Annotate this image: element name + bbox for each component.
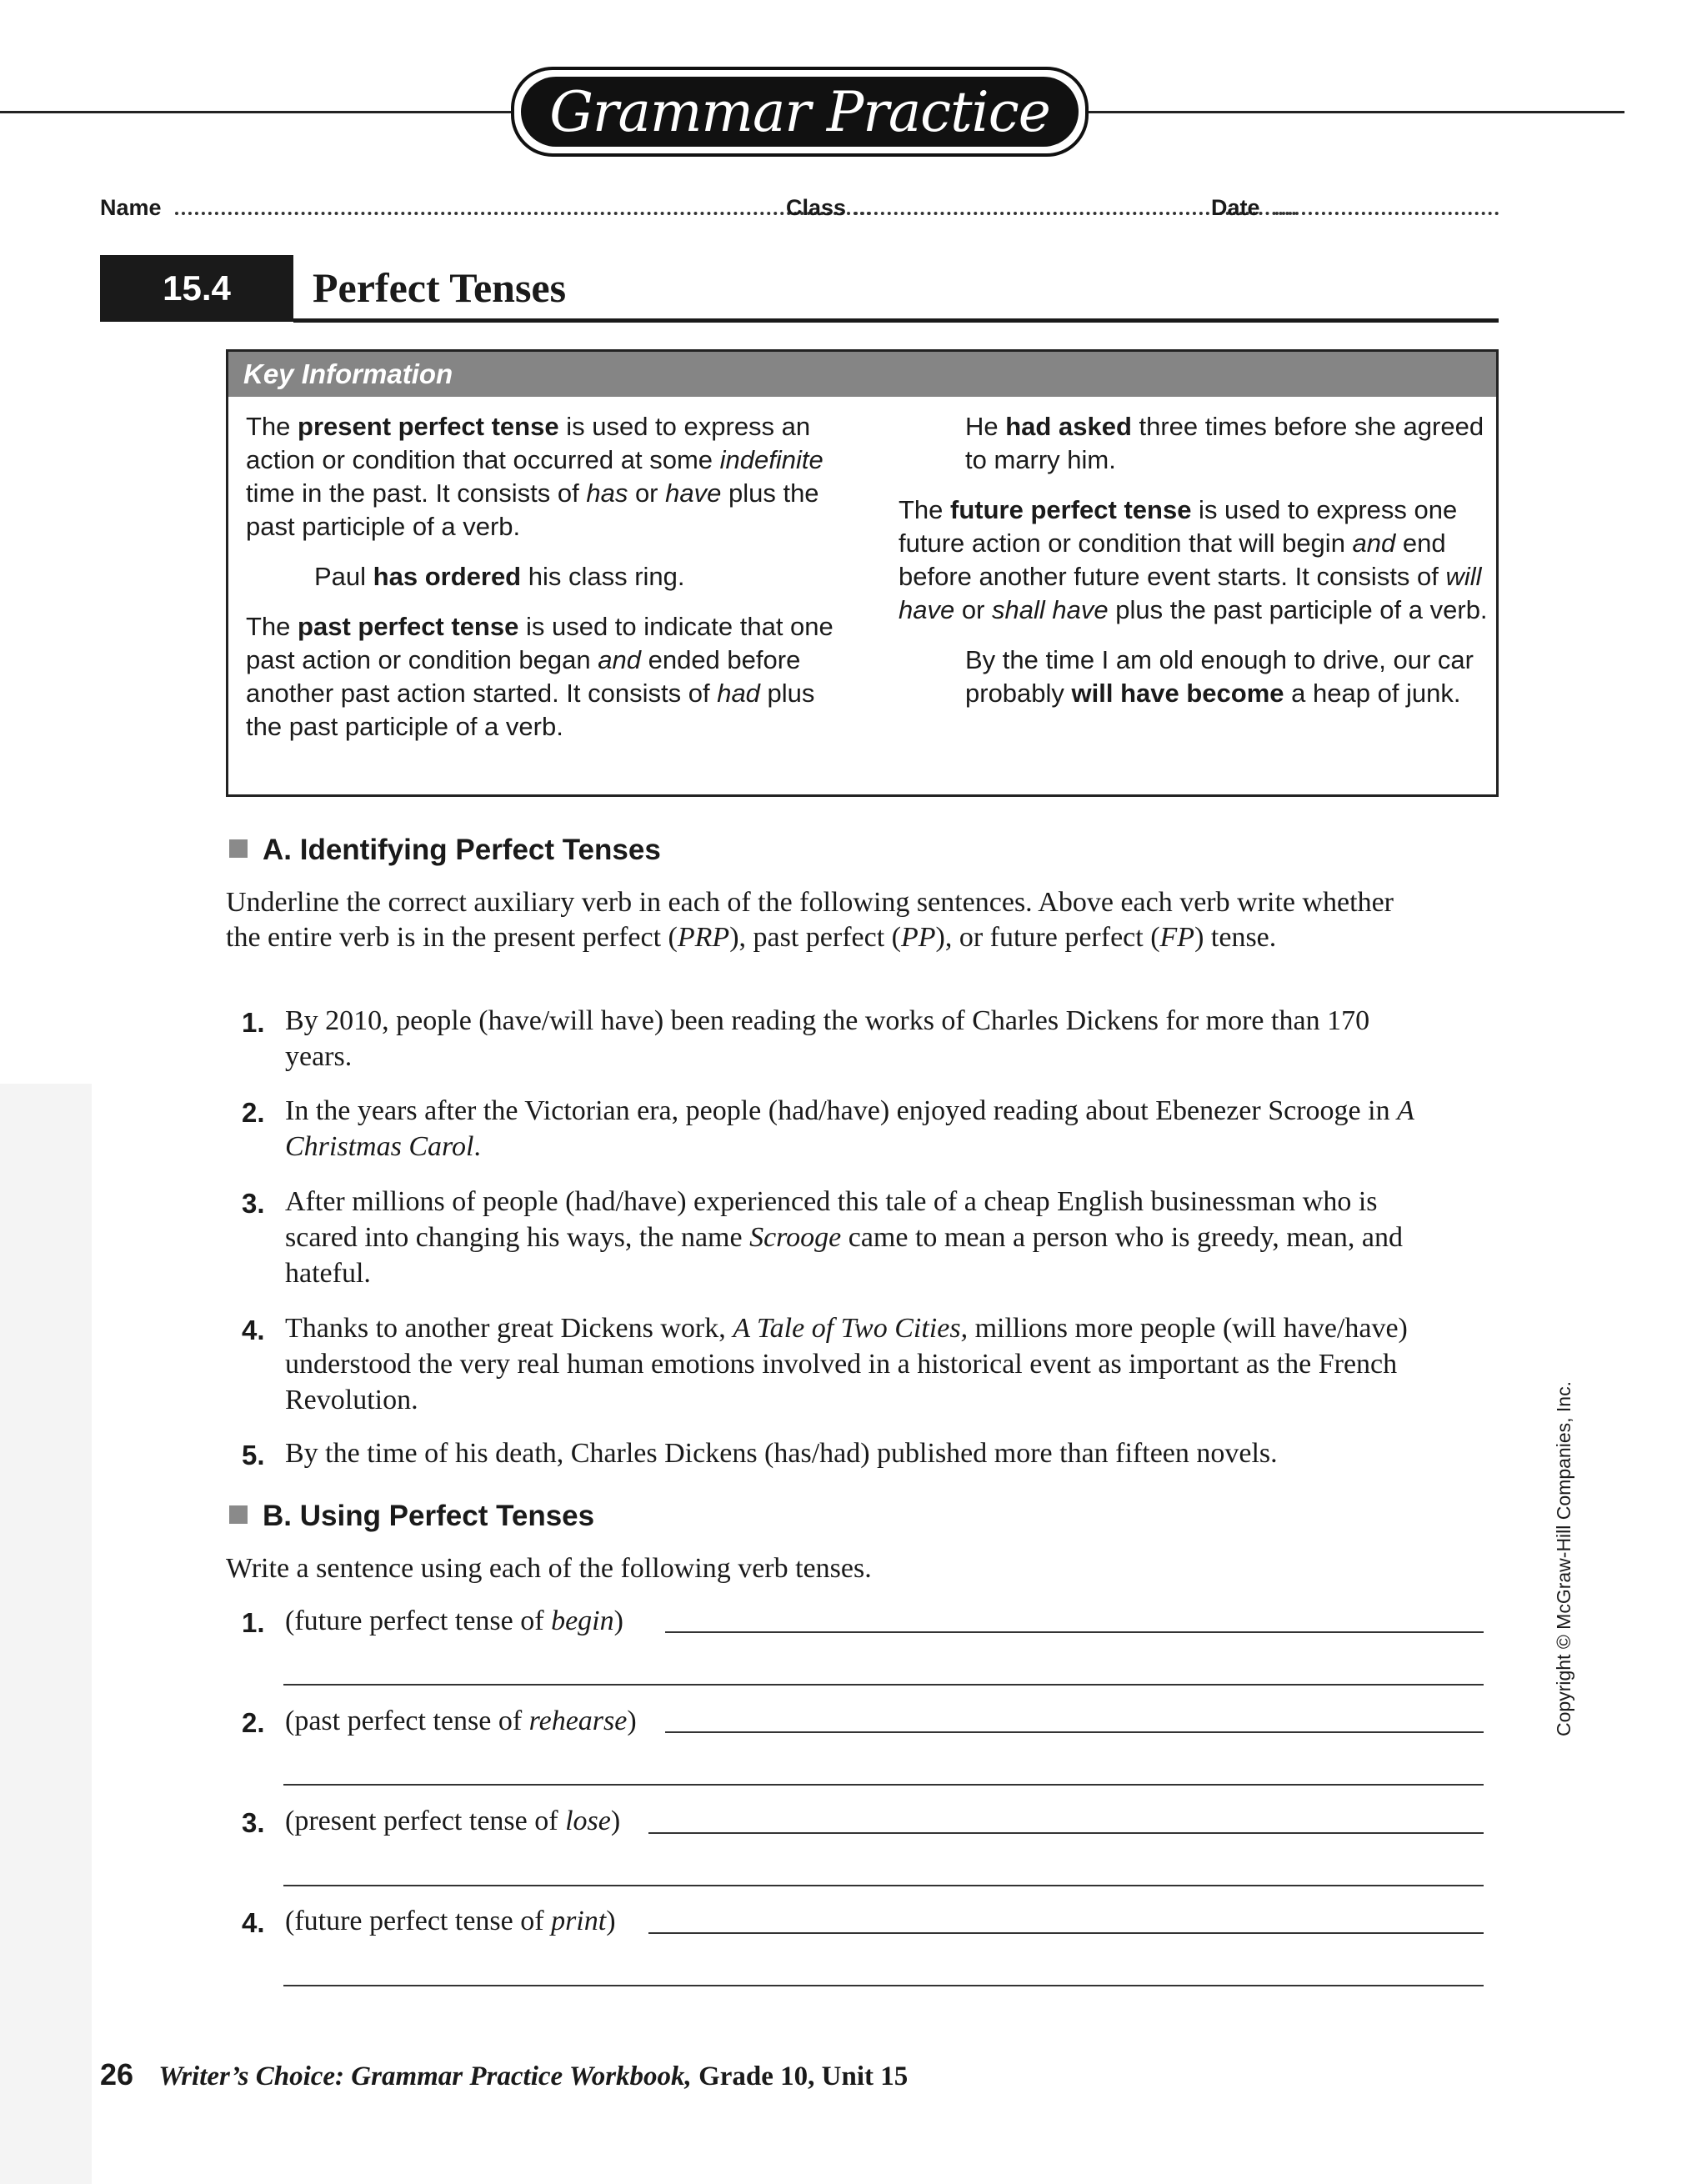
answer-line[interactable]: [648, 1932, 1484, 1934]
past-perfect-example: He had asked three times before she agreed to marry him.: [965, 412, 1484, 474]
page-title: Grammar Practice: [521, 77, 1079, 147]
answer-line[interactable]: [283, 1985, 1484, 1986]
header-rule-left: [0, 111, 511, 113]
copyright-notice: Copyright © McGraw-Hill Companies, Inc.: [1553, 1381, 1574, 1736]
present-perfect-example: Paul has ordered his class ring.: [314, 562, 685, 591]
key-info-left-column: [246, 410, 850, 760]
part-a-instructions: Underline the correct auxiliary verb in each of the following sentences. Above each verb write whether the entire verb is in the present perfect (PRP), past perfect (PP), or future perfect (FP) tense.: [226, 887, 1394, 953]
answer-line[interactable]: [283, 1684, 1484, 1686]
name-field[interactable]: [175, 212, 871, 215]
square-bullet-icon: [229, 839, 248, 858]
section-title: Perfect Tenses: [313, 264, 567, 311]
section-underline: [293, 318, 1499, 323]
grade-unit: Grade 10, Unit 15: [698, 2061, 909, 2091]
part-a-heading: A. Identifying Perfect Tenses: [229, 834, 661, 867]
date-field[interactable]: [1275, 212, 1499, 215]
answer-line[interactable]: [665, 1631, 1484, 1633]
book-title: Writer’s Choice: Grammar Practice Workbook,: [158, 2061, 692, 2091]
future-perfect-definition: The future perfect tense is used to express one future action or condition that will begin and end before another future event starts. It consists of will have or shall have plus the past participle of a verb.: [899, 495, 1488, 624]
section-number: 15.4: [100, 255, 293, 322]
present-perfect-definition: The present perfect tense is used to express an action or condition that occurred at some indefinite time in the past. It consists of has or have plus the past participle of a verb.: [246, 412, 823, 541]
answer-line[interactable]: [283, 1885, 1484, 1886]
class-label: Class: [786, 195, 847, 220]
answer-line[interactable]: [665, 1731, 1484, 1733]
part-b-heading: B. Using Perfect Tenses: [229, 1500, 594, 1533]
key-information-box: [226, 349, 1499, 797]
future-perfect-example: By the time I am old enough to drive, our car probably will have become a heap of junk.: [965, 645, 1474, 708]
header-rule-right: [1089, 111, 1624, 113]
page-footer: [100, 2057, 908, 2092]
past-perfect-definition: The past perfect tense is used to indicate that one past action or condition began and ended before another past action started. It consists of had plus the past participle of a verb.: [246, 612, 833, 741]
title-banner: [511, 67, 1089, 157]
name-class-date-row: [100, 192, 1499, 225]
answer-line[interactable]: [648, 1832, 1484, 1834]
answer-line[interactable]: [283, 1784, 1484, 1786]
date-label: Date: [1211, 195, 1260, 220]
square-bullet-icon: [229, 1505, 248, 1524]
part-b-instructions: Write a sentence using each of the following verb tenses.: [226, 1553, 872, 1584]
page-edge-shade: [0, 1084, 92, 2184]
name-label: Name: [100, 195, 162, 220]
key-info-right-column: [899, 410, 1492, 727]
section-heading: [100, 255, 1499, 322]
key-information-heading: Key Information: [228, 352, 1496, 397]
page-number: 26: [100, 2057, 134, 2091]
